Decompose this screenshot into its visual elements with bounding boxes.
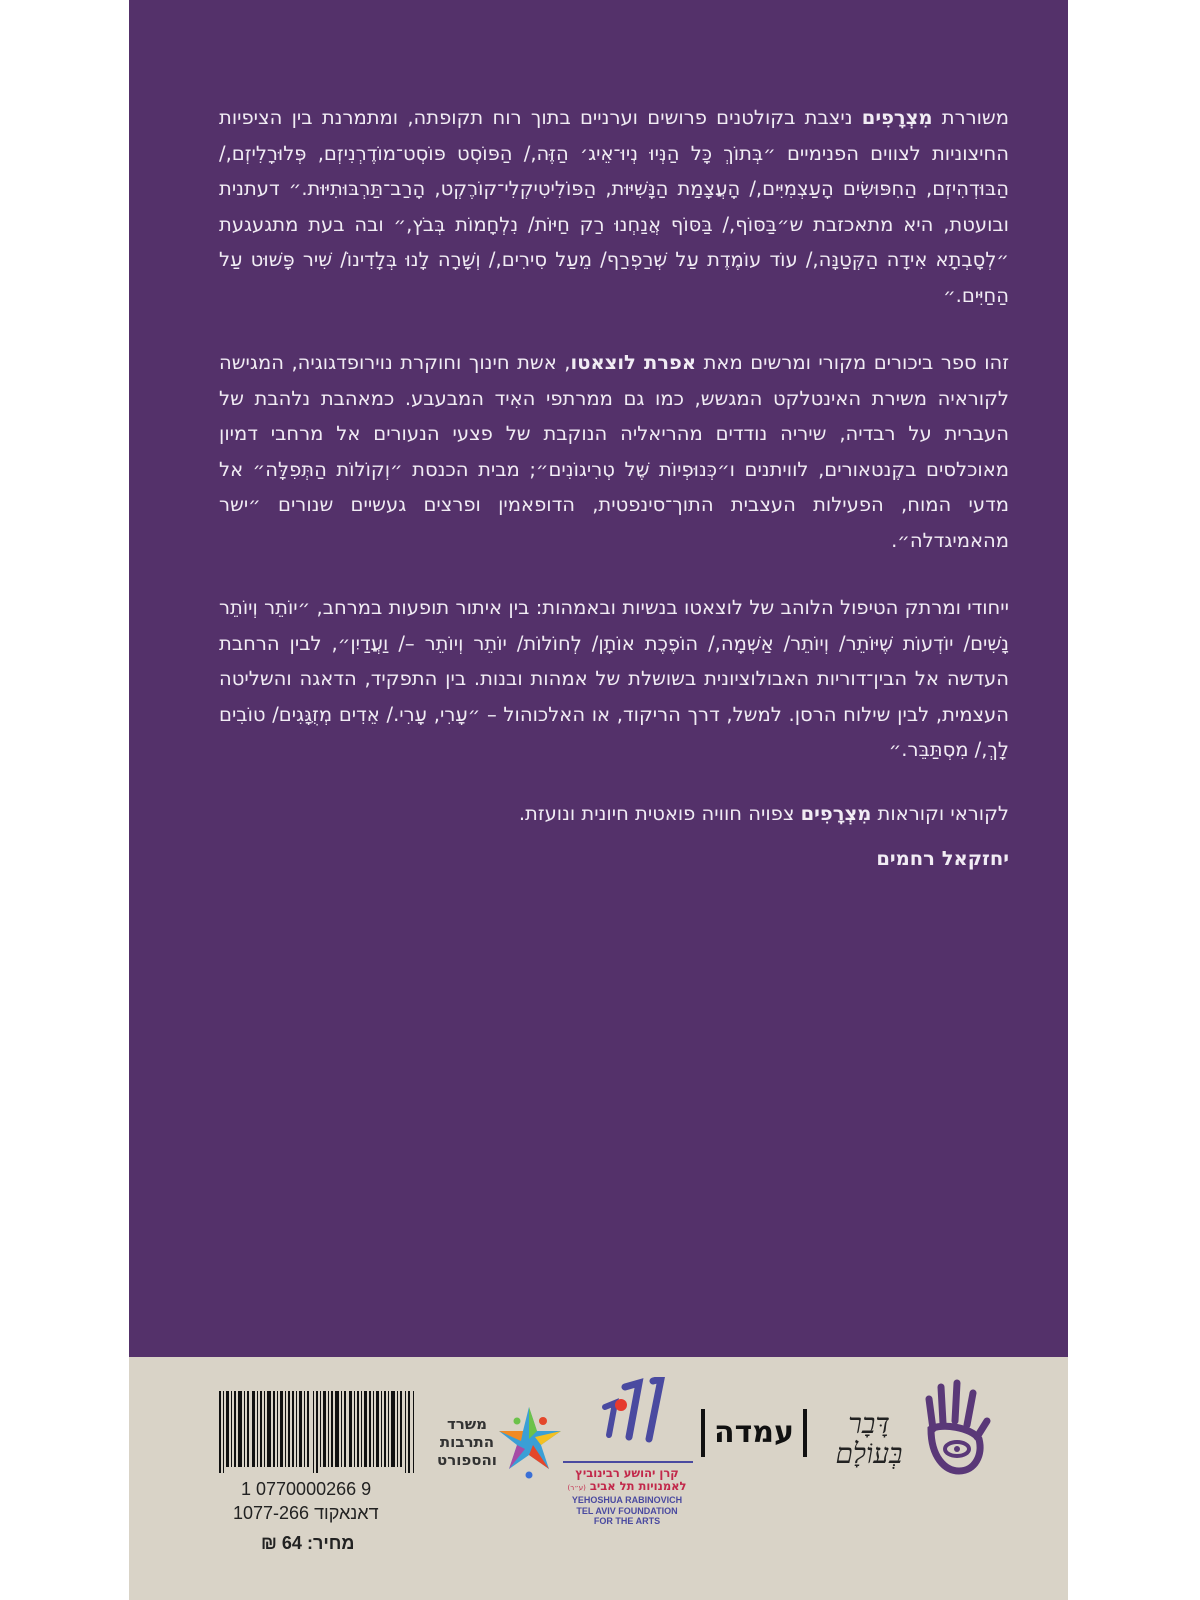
rabinovich-he-line-2: לאמנויות תל אביב <box>589 1479 687 1493</box>
rabinovich-reg-mark: (ע״ר) <box>567 1484 586 1492</box>
rabinovich-en-line-3: FOR THE ARTS <box>593 1516 661 1526</box>
author-name-inline: אפרת לוצאטו <box>570 351 697 374</box>
rabinovich-he-line-1: קרן יהושע רבינוביץ <box>575 1466 679 1480</box>
danacode: דאנאקוד 1077-266 <box>233 1503 379 1523</box>
barcode-number: 1 0770000266 9 <box>241 1479 372 1499</box>
p2-seg2: , אשת חינוך וחוקרת נוירופדגוגיה, המגישה לקוראיה משירת האינטלקט המגשש, כמו גם ממרתפי האִיד המבעבע. כמאהבת נלהבת של העברית על רבדיה, שיריה נודדים מהריאליה הנוקבת של פצעי הנעורים אל מרחבי דמיון מאוכלסים בקֶנטאורים, לוויתנים ו״כְּנוּפְיוֹת שֶׁל טְרִיגוֹנִים״; מבית הכנסת ״וְקוֹלוֹת הַתְּפִלָּה״ אל מדעי המוח, הפעילות העצבית התוך־סינפטית, הדופאמין ופרצים געשיים שנורים ״ישר מהאמיגדלה״. <box>219 351 1009 552</box>
paragraph-2 <box>219 345 1009 558</box>
book-title-closing: מִצְרָפִים <box>800 801 872 825</box>
signature: יחזקאל רחמים <box>876 847 1009 870</box>
blurb-text <box>219 100 1009 877</box>
closing-seg1: לקוראי וקוראות <box>871 801 1009 825</box>
rabinovich-en-line-2: TEL AVIV FOUNDATION <box>576 1505 678 1516</box>
paragraph-1 <box>219 100 1009 313</box>
p1-seg1: משוררת <box>932 106 1009 129</box>
ministry-line-2: התרבות <box>439 1433 495 1451</box>
cover-footer <box>129 1357 1068 1600</box>
barcode-image <box>219 1391 419 1473</box>
ministry-star-icon <box>499 1403 563 1483</box>
book-title-inline: מִצְרָפִים <box>861 106 933 129</box>
rabinovich-english-text <box>561 1495 693 1527</box>
p1-seg2: ניצבת בקולטנים פרושים וערניים בתוך רוח תקופתה, ומתמרנת בין הציפיות החיצוניות לצווים הפנימיים ״בְּתוֹךְ כָּל הַנְּיוּ נְיוּ־אֵיג׳ הַזֶּה,/ הַפּוֹסְט פּוֹסְט־מוֹדֶרְנִיזְם, פְּלוּרָלִיזְם,/ הַבּוּדְהִיזְם, הַחִפּוּשִׂים הָעַצְמִיִּים,/ הָעֲצָמַת הַנָּשִׁיּוּת, הַפּוֹלִיטִיקְלִי־קוֹרֶקְט, הָרַב־תַּרְבּוּתִיּוּת.״ דעתנית ובועטת, היא מתאכזבת ש״בַּסּוֹף,/ בַּסּוֹף אֲנַחְנוּ רַק חַיּוֹת/ נִלְחָמוֹת בְּבֹץ,״ ובה בעת מתגעגעת ״לְסָבְתָא אִידָה הַקְּטַנָּה,/ עוֹד עוֹמֶדֶת עַל שְׁרַפְרַף/ מֵעַל סִירִים,/ וְשָׁרָה לָנוּ בְּלָדִינוֹ/ שִׁיר פָּשׁוּט עַל הַחַיִּים.״ <box>219 106 1009 307</box>
back-cover <box>129 0 1068 1600</box>
ministry-logo-text <box>432 1415 502 1469</box>
publisher-line-1: דָּבָר <box>848 1407 890 1440</box>
publisher-line-2: בְּעוֹלָם <box>835 1437 903 1470</box>
closing-seg2: צפויה חוויה פואטית חיונית ונועזת. <box>518 801 801 825</box>
publisher-logo-text <box>819 1409 919 1469</box>
p2-seg1: זהו ספר ביכורים מקורי ומרשים מאת <box>696 351 1009 374</box>
paragraph-3: ייחודי ומרתק הטיפול הלוהב של לוצאטו בנשיות ובאמהות: בין איתור תופעות במרחב, ״יוֹתֵר וְיוֹתֵר נָשִׁים/ יוֹדְעוֹת שֶׁיּוֹתֵר/ וְיוֹתֵר/ אַשְׁמָה,/ הוֹפֶכֶת אוֹתָן/ לְחוֹלוֹת/ יוֹתֵר וְיוֹתֵר –/ וַעֲדַיִן״, לבין הרחבת העדשה אל הבין־דוריות האבולוציונית בשושלת של אמהות ובנות. בין התפקיד, הדאגה והשליטה העצמית, לבין שילוח הרסן. למשל, דרך הריקוד, או האלכוהול – ״עָרִי, עָרִי./ אֵדִים מְזֻגָּגִים/ טוֹבִים לָךְ,/ מִסְתַּבֵּר.״ <box>219 596 1009 761</box>
hamsa-hand-icon <box>919 1377 991 1477</box>
rabinovich-logo-icon <box>595 1377 675 1455</box>
price-label: מחיר: 64 ₪ <box>261 1533 355 1553</box>
rabinovich-divider <box>563 1461 693 1463</box>
amda-logo: עמדה <box>701 1409 807 1457</box>
rabinovich-en-line-1: YEHOSHUA RABINOVICH <box>571 1495 683 1505</box>
ministry-line-3: והספורט <box>437 1451 497 1469</box>
ministry-line-1: משרד <box>446 1415 488 1433</box>
rabinovich-hebrew-text <box>561 1467 693 1495</box>
closing-line <box>219 796 1009 832</box>
